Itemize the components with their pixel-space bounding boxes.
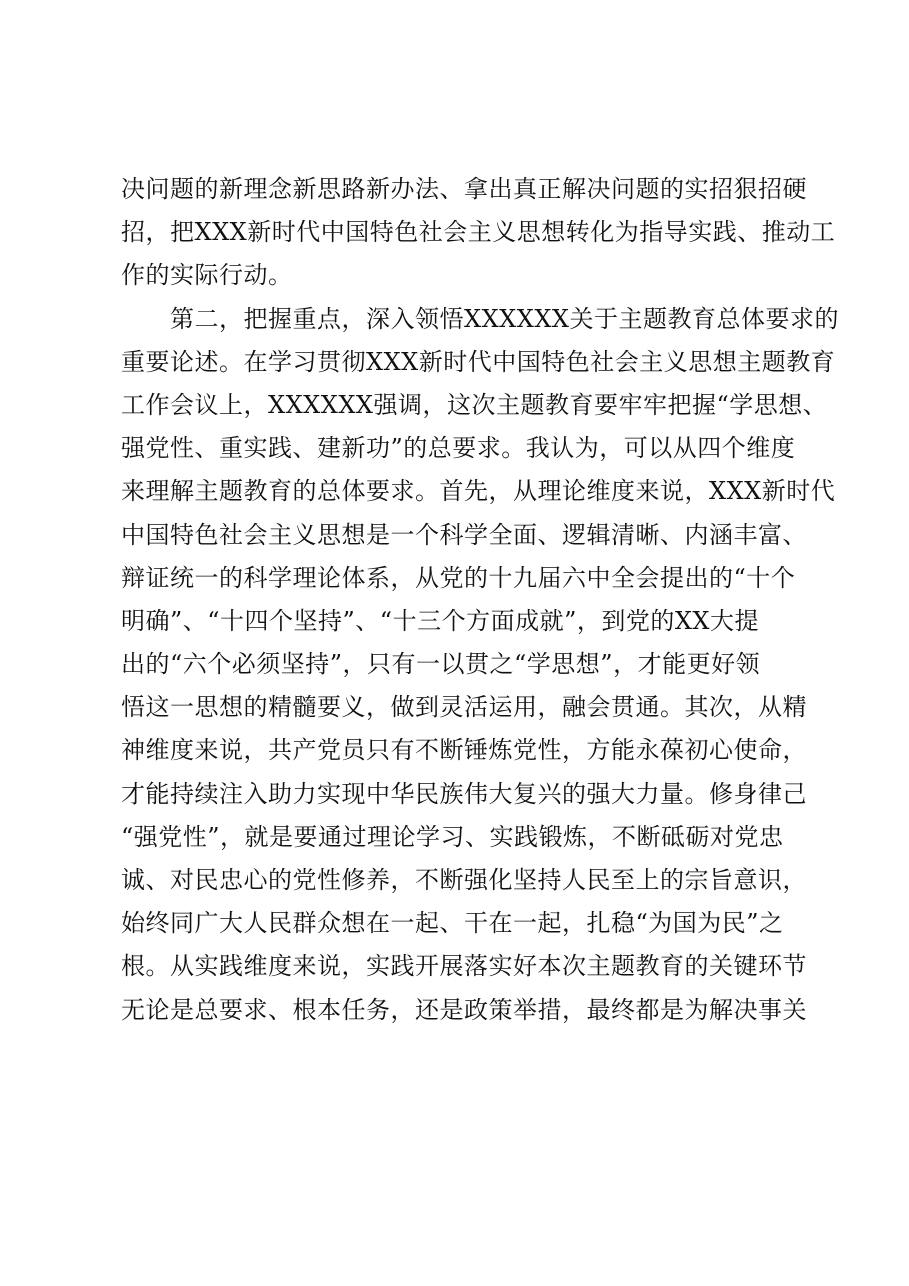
text-line: 第二，把握重点，深入领悟XXXXXX关于主题教育总体要求的	[121, 304, 840, 333]
text-line: 工作会议上，XXXXXX强调，这次主题教育要牢牢把握“学思想、	[121, 390, 828, 419]
text-line: 辩证统一的科学理论体系，从党的十九届六中全会提出的“十个	[121, 563, 796, 592]
text-line: 作的实际行动。	[121, 261, 293, 290]
text-line: 神维度来说，共产党员只有不断锤炼党性，方能永葆初心使命，	[121, 736, 807, 765]
text-line: 强党性、重实践、建新功”的总要求。我认为，可以从四个维度	[121, 434, 796, 463]
text-line: 才能持续注入助力实现中华民族伟大复兴的强大力量。修身律己	[121, 779, 807, 808]
text-line: 明确”、“十四个坚持”、“十三个方面成就”，到党的XX大提	[121, 606, 760, 635]
text-line: 出的“六个必须坚持”，只有一以贯之“学思想”，才能更好领	[121, 650, 761, 679]
text-line: 始终同广大人民群众想在一起、干在一起，扎稳“为国为民”之	[121, 909, 784, 938]
text-line: 无论是总要求、根本任务，还是政策举措，最终都是为解决事关	[121, 995, 807, 1024]
text-line: 悟这一思想的精髓要义，做到灵活运用，融会贯通。其次，从精	[121, 693, 807, 722]
text-line: 招，把XXX新时代中国特色社会主义思想转化为指导实践、推动工	[121, 218, 836, 247]
document-body	[121, 168, 840, 1032]
text-line: 根。从实践维度来说，实践开展落实好本次主题教育的关键环节	[121, 952, 807, 981]
text-line: 诚、对民忠心的党性修养，不断强化坚持人民至上的宗旨意识，	[121, 866, 807, 894]
text-line: 决问题的新理念新思路新办法、拿出真正解决问题的实招狠招硬	[121, 175, 807, 203]
text-line: 来理解主题教育的总体要求。首先，从理论维度来说，XXX新时代	[121, 477, 836, 506]
text-line: “强党性”，就是要通过理论学习、实践锻炼，不断砥砺对党忠	[121, 822, 784, 851]
text-line: 重要论述。在学习贯彻XXX新时代中国特色社会主义思想主题教育	[121, 347, 836, 376]
text-line: 中国特色社会主义思想是一个科学全面、逻辑清晰、内涵丰富、	[121, 520, 807, 549]
